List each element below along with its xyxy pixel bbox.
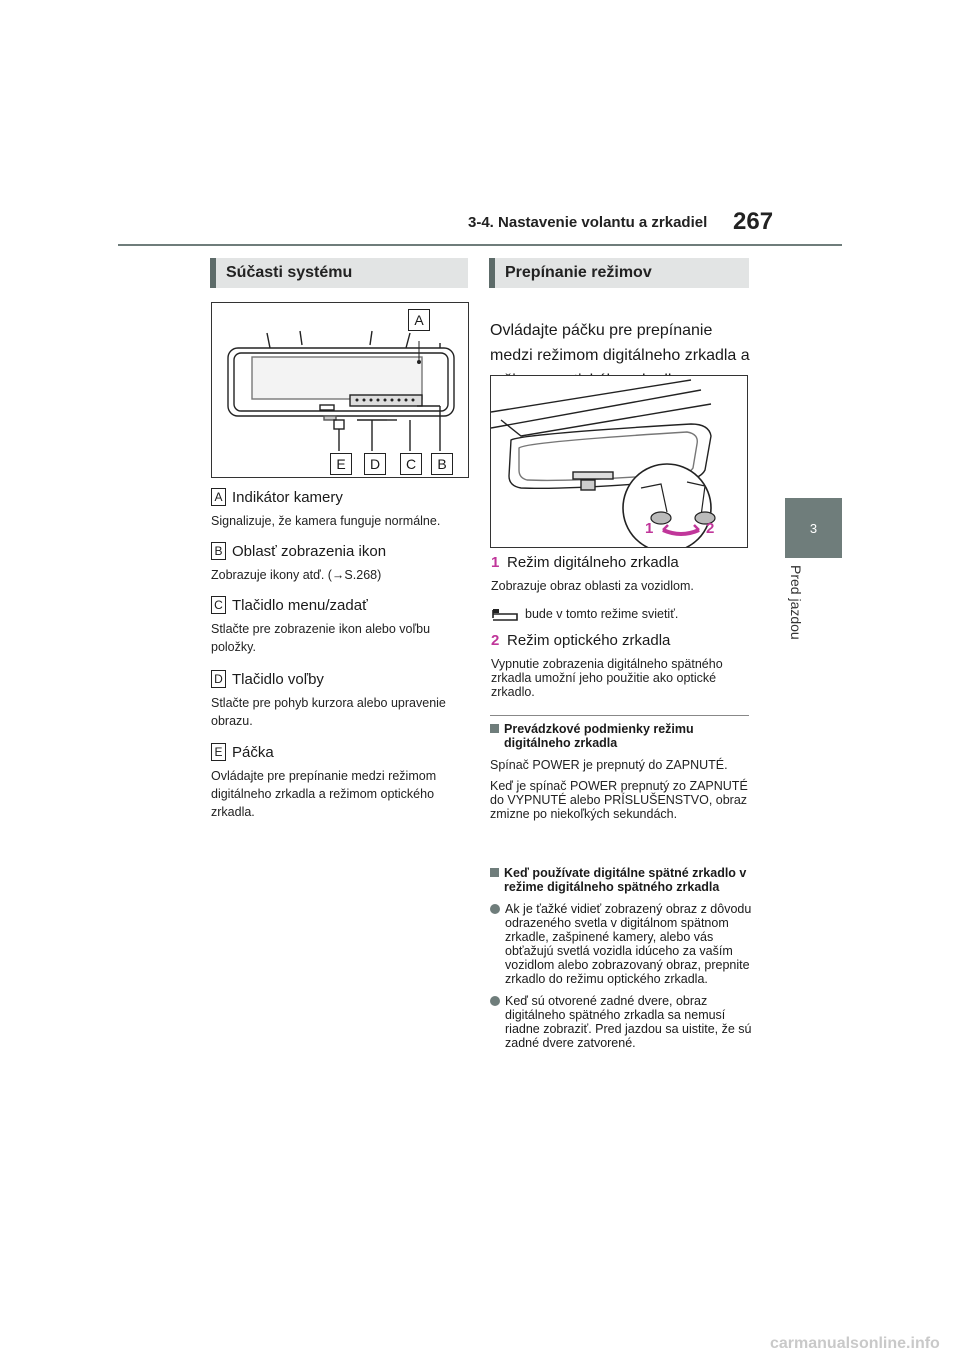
item-desc: Zobrazuje ikony atď. (→S.268)	[211, 568, 382, 582]
section-title: 3-4. Nastavenie volantu a zrkadiel	[468, 214, 708, 231]
item-title: Tlačidlo voľby	[232, 670, 324, 688]
block-heading: Keď používate digitálne spätné zrkadlo v režime digitálneho spätného zrkadla	[504, 866, 747, 894]
operating-conditions-block	[490, 722, 750, 821]
item-desc: Stlačte pre zobrazenie ikon alebo voľbu položky.	[211, 622, 431, 654]
round-bullet-icon	[490, 996, 500, 1006]
callout-a: A	[408, 309, 430, 331]
left-section-heading: Súčasti systému	[210, 258, 468, 288]
bullet-text: Ak je ťažké vidieť zobrazený obraz z dôvodu odrazeného svetla v digitálnom spätnom zrkadle, zašpinené kamery, alebo vás obťažujú svetlá vozidla idúceho za vaším vozidlom alebo zobrazovaný obraz, prepnite zrkadlo do režimu optického zrkadla.	[505, 902, 752, 986]
item-desc: Ovládajte pre prepínanie medzi režimom digitálneho zrkadla a režimom optického zrkadla.	[211, 769, 437, 819]
item-title: Indikátor kamery	[232, 488, 343, 506]
lever-figure	[490, 375, 748, 548]
chapter-tab: 3	[785, 498, 842, 558]
header-rule	[118, 244, 842, 246]
item-title: Páčka	[232, 743, 274, 761]
square-bullet-icon	[490, 868, 499, 877]
item-title: Tlačidlo menu/zadať	[232, 596, 368, 614]
block-heading: Prevádzkové podmienky režimu digitálneho zrkadla	[504, 722, 694, 750]
mode-switch-intro: Ovládajte páčku pre prepínanie medzi režimom digitálneho zrkadla a	[490, 322, 750, 364]
item-title: Oblasť zobrazenia ikon	[232, 542, 387, 560]
mirror-figure	[211, 302, 469, 478]
callout-d: D	[364, 453, 386, 475]
item-letter: D	[211, 670, 226, 688]
chapter-label: Pred jazdou	[788, 565, 804, 640]
mode-title: Režim digitálneho zrkadla	[507, 554, 679, 571]
indicator-note: bude v tomto režime svietiť.	[525, 607, 679, 621]
item-desc: Signalizuje, že kamera funguje normálne.	[211, 514, 441, 528]
callout-b: B	[431, 453, 453, 475]
mode-item-optical	[491, 632, 753, 699]
component-item-a	[211, 488, 471, 530]
mode-desc: Zobrazuje obraz oblasti za vozidlom.	[491, 579, 694, 593]
component-item-d	[211, 670, 471, 730]
camera-indicator-icon	[491, 606, 519, 622]
watermark: carmanualsonline.info	[770, 1335, 940, 1352]
mode-item-digital	[491, 554, 753, 623]
bullet-text: Keď sú otvorené zadné dvere, obraz digitálneho spätného zrkadla sa nemusí riadne zobraziť. Pred jazdou sa uistite, že sú zadné dvere zatvorené.	[505, 994, 752, 1050]
item-letter: B	[211, 542, 226, 560]
mode-number: 1	[491, 554, 500, 571]
component-item-e	[211, 743, 471, 821]
square-bullet-icon	[490, 724, 499, 733]
callout-e: E	[330, 453, 352, 475]
lever-position-1: 1	[645, 520, 654, 537]
right-section-heading: Prepínanie režimov	[489, 258, 749, 288]
round-bullet-icon	[490, 904, 500, 914]
callout-c: C	[400, 453, 422, 475]
section-divider	[490, 715, 749, 716]
mode-number: 2	[491, 632, 500, 649]
usage-tips-block	[490, 866, 752, 1050]
item-letter: A	[211, 488, 226, 506]
block-paragraph: Spínač POWER je prepnutý do ZAPNUTÉ.	[490, 758, 728, 772]
mode-desc: Vypnutie zobrazenia digitálneho spätného zrkadla umožní jeho použitie ako optické zrkadlo.	[491, 657, 723, 699]
component-item-b	[211, 542, 471, 584]
item-desc: Stlačte pre pohyb kurzora alebo upravenie obrazu.	[211, 696, 446, 728]
component-item-c	[211, 596, 471, 656]
lever-position-2: 2	[706, 520, 715, 537]
item-letter: C	[211, 596, 226, 614]
item-letter: E	[211, 743, 226, 761]
block-paragraph: Keď je spínač POWER prepnutý zo ZAPNUTÉ do VYPNUTÉ alebo PRÍSLUŠENSTVO, obraz zmizne po niekoľkých sekundách.	[490, 779, 748, 821]
page-number: 267	[733, 208, 774, 235]
mode-title: Režim optického zrkadla	[507, 632, 671, 649]
